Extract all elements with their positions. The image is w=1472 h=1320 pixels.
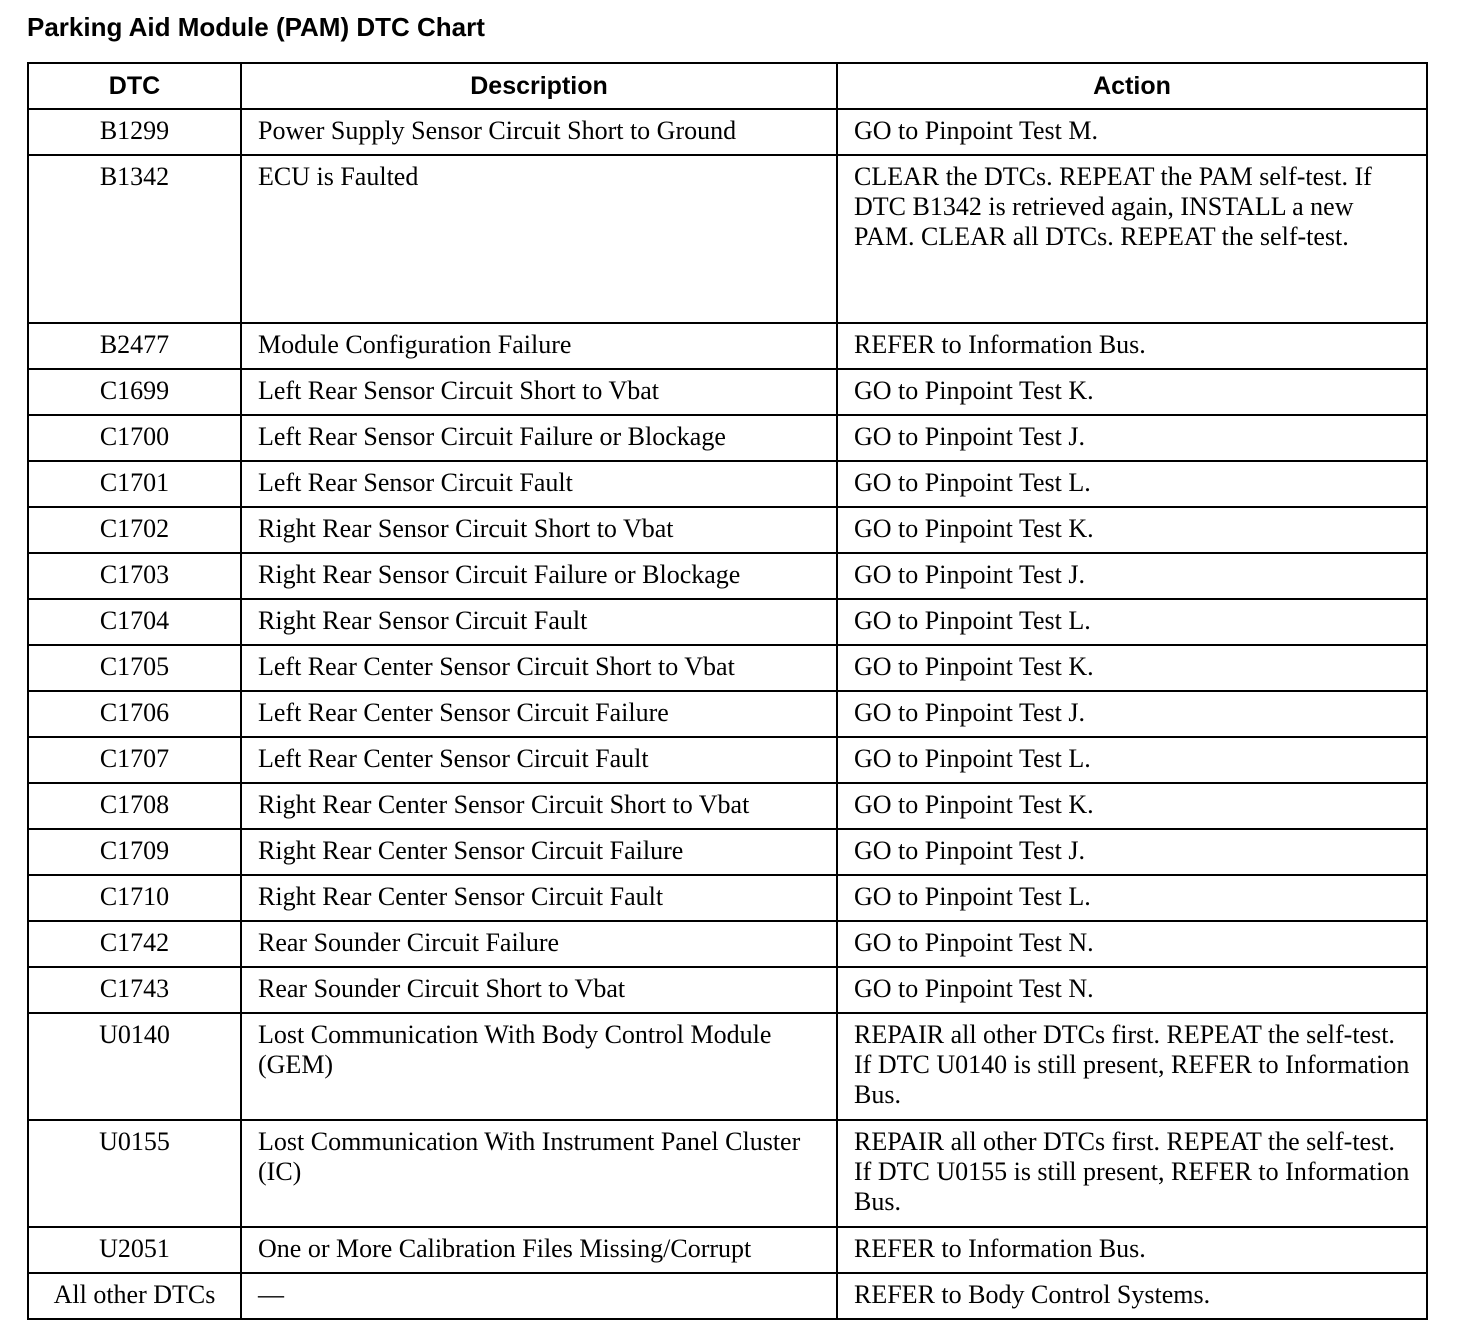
- dtc-code: C1742: [28, 921, 241, 967]
- dtc-action: GO to Pinpoint Test L.: [837, 875, 1427, 921]
- dtc-action: GO to Pinpoint Test L.: [837, 737, 1427, 783]
- dtc-table: [27, 62, 1428, 1320]
- table-row: [28, 1120, 1427, 1227]
- dtc-action: REFER to Body Control Systems.: [837, 1273, 1427, 1319]
- dtc-action: GO to Pinpoint Test N.: [837, 921, 1427, 967]
- dtc-action: GO to Pinpoint Test J.: [837, 415, 1427, 461]
- dtc-code: C1703: [28, 553, 241, 599]
- dtc-code: C1705: [28, 645, 241, 691]
- dtc-action: REPAIR all other DTCs first. REPEAT the self-test. If DTC U0140 is still present, REFER to Information Bus.: [837, 1013, 1427, 1120]
- dtc-code: C1706: [28, 691, 241, 737]
- dtc-action: REPAIR all other DTCs first. REPEAT the self-test. If DTC U0155 is still present, REFER to Information Bus.: [837, 1120, 1427, 1227]
- dtc-description: Power Supply Sensor Circuit Short to Ground: [241, 109, 837, 155]
- dtc-action: GO to Pinpoint Test J.: [837, 691, 1427, 737]
- table-row: [28, 737, 1427, 783]
- dtc-code: C1708: [28, 783, 241, 829]
- table-row: [28, 829, 1427, 875]
- header-row: [28, 63, 1427, 109]
- dtc-code: C1704: [28, 599, 241, 645]
- dtc-action: GO to Pinpoint Test J.: [837, 553, 1427, 599]
- dtc-description: Lost Communication With Body Control Module (GEM): [241, 1013, 837, 1120]
- table-row: [28, 783, 1427, 829]
- dtc-description: —: [241, 1273, 837, 1319]
- dtc-code: B1299: [28, 109, 241, 155]
- dtc-code: U2051: [28, 1227, 241, 1273]
- table-row: [28, 109, 1427, 155]
- table-row: [28, 369, 1427, 415]
- table-row: [28, 875, 1427, 921]
- dtc-description: One or More Calibration Files Missing/Corrupt: [241, 1227, 837, 1273]
- dtc-action: GO to Pinpoint Test K.: [837, 645, 1427, 691]
- dtc-description: Right Rear Center Sensor Circuit Fault: [241, 875, 837, 921]
- dtc-description: Left Rear Sensor Circuit Short to Vbat: [241, 369, 837, 415]
- dtc-description: Rear Sounder Circuit Short to Vbat: [241, 967, 837, 1013]
- dtc-code: All other DTCs: [28, 1273, 241, 1319]
- dtc-description: Right Rear Sensor Circuit Short to Vbat: [241, 507, 837, 553]
- dtc-action: GO to Pinpoint Test K.: [837, 507, 1427, 553]
- table-row: [28, 967, 1427, 1013]
- table-row: [28, 461, 1427, 507]
- dtc-action: GO to Pinpoint Test J.: [837, 829, 1427, 875]
- table-row: [28, 921, 1427, 967]
- dtc-code: U0140: [28, 1013, 241, 1120]
- table-row: [28, 599, 1427, 645]
- dtc-description: Right Rear Sensor Circuit Failure or Blockage: [241, 553, 837, 599]
- dtc-code: C1701: [28, 461, 241, 507]
- dtc-description: Left Rear Center Sensor Circuit Short to Vbat: [241, 645, 837, 691]
- dtc-code: U0155: [28, 1120, 241, 1227]
- header-action: Action: [837, 63, 1427, 109]
- dtc-code: C1699: [28, 369, 241, 415]
- header-description: Description: [241, 63, 837, 109]
- table-row: [28, 553, 1427, 599]
- dtc-action: GO to Pinpoint Test L.: [837, 461, 1427, 507]
- dtc-description: Left Rear Center Sensor Circuit Fault: [241, 737, 837, 783]
- table-row: [28, 323, 1427, 369]
- dtc-description: Rear Sounder Circuit Failure: [241, 921, 837, 967]
- table-row: [28, 1273, 1427, 1319]
- dtc-code: C1710: [28, 875, 241, 921]
- table-row: [28, 691, 1427, 737]
- dtc-code: C1709: [28, 829, 241, 875]
- table-row: [28, 645, 1427, 691]
- dtc-description: Right Rear Center Sensor Circuit Failure: [241, 829, 837, 875]
- dtc-action: REFER to Information Bus.: [837, 323, 1427, 369]
- dtc-code: C1700: [28, 415, 241, 461]
- dtc-code: C1707: [28, 737, 241, 783]
- dtc-code: C1743: [28, 967, 241, 1013]
- dtc-action: GO to Pinpoint Test M.: [837, 109, 1427, 155]
- dtc-description: Right Rear Sensor Circuit Fault: [241, 599, 837, 645]
- dtc-description: Left Rear Sensor Circuit Failure or Blockage: [241, 415, 837, 461]
- table-row: [28, 1013, 1427, 1120]
- dtc-action: CLEAR the DTCs. REPEAT the PAM self-test. If DTC B1342 is retrieved again, INSTALL a new PAM. CLEAR all DTCs. REPEAT the self-test.: [837, 155, 1427, 323]
- dtc-description: Module Configuration Failure: [241, 323, 837, 369]
- table-row: [28, 507, 1427, 553]
- dtc-code: C1702: [28, 507, 241, 553]
- dtc-code: B2477: [28, 323, 241, 369]
- dtc-description: Left Rear Sensor Circuit Fault: [241, 461, 837, 507]
- dtc-description: Left Rear Center Sensor Circuit Failure: [241, 691, 837, 737]
- dtc-action: GO to Pinpoint Test N.: [837, 967, 1427, 1013]
- page-title: Parking Aid Module (PAM) DTC Chart: [27, 12, 485, 42]
- dtc-action: GO to Pinpoint Test L.: [837, 599, 1427, 645]
- dtc-description: Lost Communication With Instrument Panel Cluster (IC): [241, 1120, 837, 1227]
- dtc-description: ECU is Faulted: [241, 155, 837, 323]
- dtc-action: GO to Pinpoint Test K.: [837, 369, 1427, 415]
- table-row: [28, 415, 1427, 461]
- header-dtc: DTC: [28, 63, 241, 109]
- dtc-action: REFER to Information Bus.: [837, 1227, 1427, 1273]
- dtc-action: GO to Pinpoint Test K.: [837, 783, 1427, 829]
- table-row: [28, 155, 1427, 323]
- dtc-code: B1342: [28, 155, 241, 323]
- table-row: [28, 1227, 1427, 1273]
- dtc-description: Right Rear Center Sensor Circuit Short to Vbat: [241, 783, 837, 829]
